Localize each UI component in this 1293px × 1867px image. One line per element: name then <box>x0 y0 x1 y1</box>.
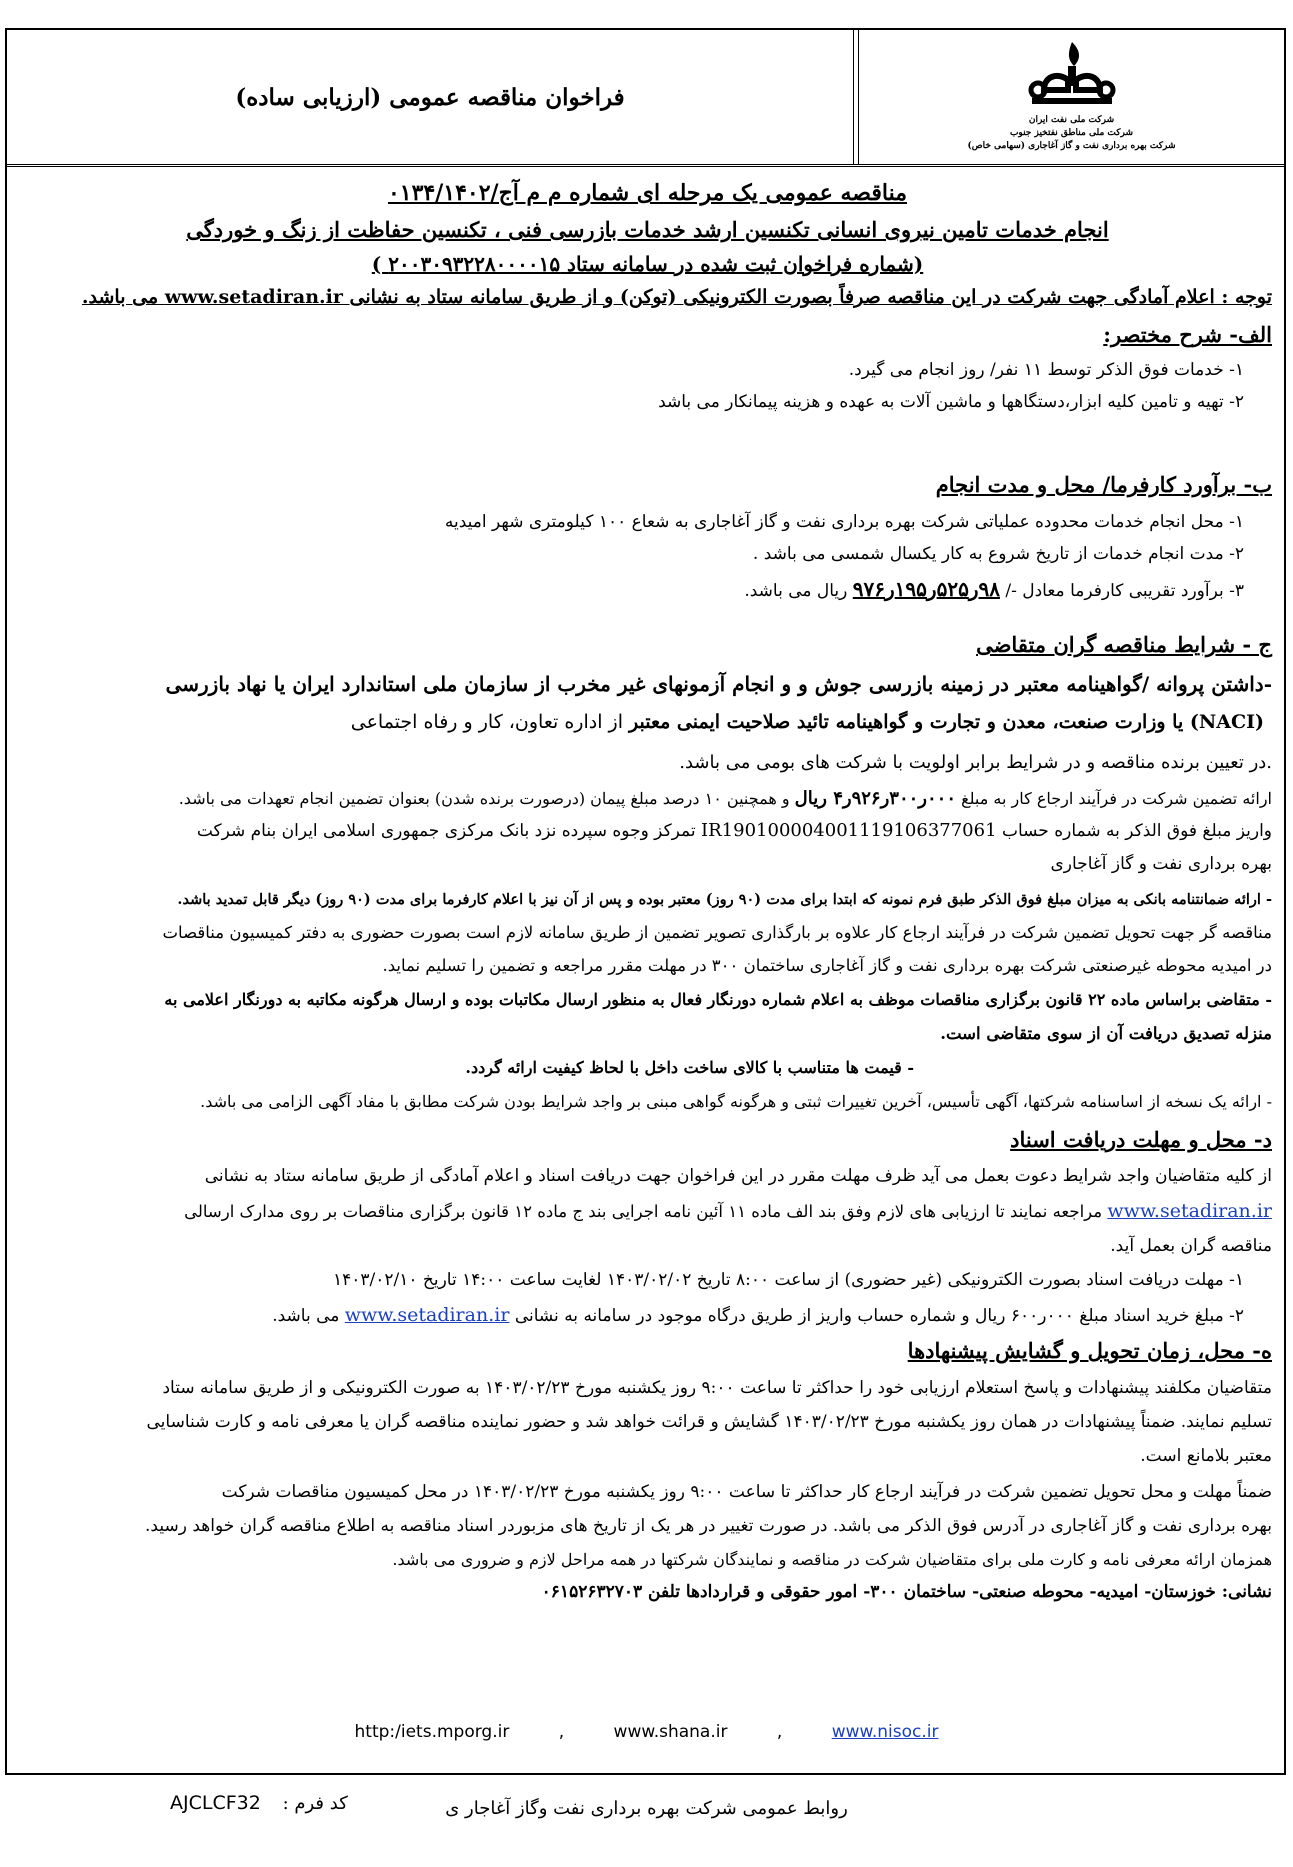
section-e-text-4: ضمناً مهلت و محل تحویل تضمین شرکت در فرآیند ارجاع کار حداکثر تا ساعت ۹:۰۰ روز یکشنبه مورخ ۱۴۰۳/۰۲/۲۳ در محل کمیسیون مناقصات شرکت <box>221 1482 1272 1502</box>
notice-title: فراخوان مناقصه عمومی (ارزیابی ساده) <box>235 83 625 111</box>
section-b-item-2: ۲- مدت انجام خدمات از تاریخ شروع به کار یکسال شمسی می باشد . <box>752 544 1244 564</box>
section-d-text-1: از کلیه متقاضیان واجد شرایط دعوت بعمل می آید ظرف مهلت مقرر در این فراخوان جهت دریافت اسناد و اعلام آمادگی از طریق سامانه ستاد به نشانی <box>204 1166 1272 1186</box>
license-bodies: (NACI) یا وزارت صنعت، معدن و تجارت و گواهینامه تائید صلاحیت ایمنی معتبر <box>629 711 1264 733</box>
bank-guarantee: - ارائه ضمانتنامه بانکی به میزان مبلغ فوق الذکر طبق فرم نمونه که ابتدا برای مدت (۹۰ روز) معتبر بوده و پس از آن نیز با اعلام کارفرما برای مدت (۹۰ روز) دیگر قابل تمدید باشد. <box>177 891 1272 908</box>
account-line <box>197 820 1272 841</box>
section-e-text-6: همزمان ارائه معرفی نامه و کارت ملی برای متقاضیان شرکت در مناقصه و نمایندگان شرکتها در همه مراحل لازم و ضروری می باشد. <box>392 1550 1272 1569</box>
form-code <box>170 1792 348 1814</box>
logo-line-1: شرکت ملی نفت ایران <box>1028 115 1115 125</box>
section-b-item-1: ۱- محل انجام خدمات محدوده عملیاتی شرکت بهره برداری نفت و گاز آغاجاری به شعاع ۱۰۰ کیلومتری شهر امیدیه <box>444 512 1244 532</box>
account-bank: تمرکز وجوه سپرده نزد بانک مرکزی جمهوری اسلامی ایران بنام شرکت <box>196 821 696 841</box>
section-a-item-1: ۱- خدمات فوق الذکر توسط ۱۱ نفر/ روز انجام می گیرد. <box>848 360 1244 380</box>
account-owner: بهره برداری نفت و گاز آغاجاری <box>1050 854 1272 874</box>
notice-line <box>82 286 1272 308</box>
fax-requirement-2: منزله تصدیق دریافت آن از سوی متقاضی است. <box>940 1024 1272 1043</box>
section-d-item-2 <box>272 1304 1244 1326</box>
estimate-currency: ریال می باشد. <box>744 581 848 601</box>
form-code-label: کد فرم : <box>282 1793 348 1814</box>
company-documents: - ارائه یک نسخه از اساسنامه شرکتها، آگهی تأسیس، آخرین تغییرات ثبتی و هرگونه گواهی مبنی بر واجد شرایط بودن شرکت مطابق با مفاد آگهی الزامی می باشد. <box>200 1092 1272 1111</box>
iets-link[interactable]: http:/iets.mporg.ir <box>354 1722 510 1742</box>
shana-link[interactable]: www.shana.ir <box>613 1722 728 1742</box>
logo-line-2: شرکت ملی مناطق نفتخیز جنوب <box>1009 128 1134 138</box>
section-e-text-1: متقاضیان مکلفند پیشنهادات و پاسخ استعلام ارزیابی خود را حداکثر تا ساعت ۹:۰۰ روز یکشنبه مورخ ۱۴۰۳/۰۲/۲۳ به صورت الکترونیکی و از طریق سامانه ستاد <box>162 1378 1272 1398</box>
section-d-title: د- محل و مهلت دریافت اسناد <box>1010 1127 1272 1152</box>
estimate-amount: ۹۸ر۵۲۵ر۱۹۵ر۹۷۶ <box>852 577 1000 601</box>
local-priority: .در تعیین برنده مناقصه و در شرایط برابر اولویت با شرکت های بومی می باشد. <box>679 752 1272 773</box>
guarantee-delivery-1: مناقصه گر جهت تحویل تضمین شرکت در فرآیند ارجاع کار علاوه بر بارگذاری تصویر تضمین از طریق سامانه لازم است بصورت حضوری به دفتر کمیسیون مناقصات <box>162 923 1272 942</box>
footer-separator-1: , <box>558 1722 565 1742</box>
guarantee-amount: ۰۰۰ر۳۰۰ر۹۲۶ر۴ ریال <box>794 788 957 809</box>
guarantee-label: ارائه تضمین شرکت در فرآیند ارجاع کار به مبلغ <box>961 789 1272 808</box>
notice-text-a: توجه : اعلام آمادگی جهت شرکت در این مناقصه صرفاً بصورت الکترونیکی (توکن) و از طریق سامانه ستاد به نشانی <box>349 286 1272 308</box>
section-a-item-2: ۲- تهیه و تامین کلیه ابزار،دستگاهها و ماشین آلات به عهده و هزینه پیمانکار می باشد <box>658 392 1244 412</box>
registration-number: (شماره فراخوان ثبت شده در سامانه ستاد ۲۰۰۳۰۹۳۲۲۸۰۰۰۰۱۵ ) <box>371 252 924 276</box>
logo-line-3: شرکت بهره برداری نفت و گاز آغاجاری (سهامی خاص) <box>967 141 1176 151</box>
section-e-text-3: معتبر بلامانع است. <box>1140 1446 1272 1466</box>
tender-subject: انجام خدمات تامین نیروی انسانی تکنسین ارشد خدمات بازرسی فنی ، تکنسین حفاظت از زنگ و خوردگی <box>186 217 1109 242</box>
notice-text-b: می باشد. <box>81 286 159 308</box>
section-b-title: ب- برآورد کارفرما/ محل و مدت انجام <box>935 472 1272 497</box>
footer-separator-2: , <box>776 1722 783 1742</box>
header <box>7 30 1284 167</box>
contact-address: نشانی: خوزستان- امیدیه- محوطه صنعتی- ساختمان ۳۰۰- امور حقوقی و قراردادها تلفن ۰۶۱۵۲۶۳۲۷۰۳ <box>541 1582 1272 1602</box>
document-fee-end: می باشد. <box>272 1306 340 1326</box>
form-code-value: AJCLCF32 <box>170 1792 261 1814</box>
domestic-goods: - قیمت ها متناسب با کالای ساخت داخل با لحاظ کیفیت ارائه گردد. <box>465 1058 914 1077</box>
section-b-item-3 <box>744 577 1244 601</box>
license-authority: از اداره تعاون، کار و رفاه اجتماعی <box>350 711 623 733</box>
guarantee-delivery-2: در امیدیه محوطه غیرصنعتی شرکت بهره برداری نفت و گاز آغاجاری ساختمان ۳۰۰ در مهلت مقرر مراجعه و تضمین را تسلیم نماید. <box>382 956 1272 975</box>
section-a-title: الف- شرح مختصر: <box>1103 322 1272 347</box>
account-label: واریز مبلغ فوق الذکر به شماره حساب <box>1001 821 1272 841</box>
notice-frame <box>5 28 1286 1775</box>
section-d-text-2 <box>184 1200 1272 1222</box>
tender-number: مناقصه عمومی یک مرحله ای شماره م م آج/۰۱۳۴/۱۴۰۲ <box>387 180 908 206</box>
section-c-title: ج - شرایط مناقصه گران متقاضی <box>976 632 1272 657</box>
public-relations: روابط عمومی شرکت بهره برداری نفت وگاز آغاجار ی <box>445 1798 848 1819</box>
footer-links <box>0 1722 1293 1742</box>
section-e-text-2: تسلیم نمایند. ضمناً پیشنهادات در همان روز یکشنبه مورخ ۱۴۰۳/۰۲/۲۳ گشایش و قرائت خواهد شد و حضور نماینده مناقصه گران یا معرفی نامه و کارت شناسایی <box>146 1412 1272 1432</box>
section-d-text-2-rest: مراجعه نمایند تا ارزیابی های لازم وفق بند الف ماده ۱۱ آئین نامه اجرایی بند ج ماده ۱۲ قانون برگزاری مناقصات بر روی مدارک ارسالی <box>184 1202 1103 1221</box>
setad-link-2[interactable]: www.setadiran.ir <box>344 1304 510 1326</box>
section-d-item-1: ۱- مهلت دریافت اسناد بصورت الکترونیکی (غیر حضوری) از ساعت ۸:۰۰ تاریخ ۱۴۰۳/۰۲/۰۲ لغایت ساعت ۱۴:۰۰ تاریخ ۱۴۰۳/۰۲/۱۰ <box>332 1270 1244 1290</box>
guarantee-amount-line <box>179 788 1272 809</box>
estimate-label: ۳- برآورد تقریبی کارفرما معادل -/ <box>1005 581 1244 601</box>
account-iban: IR190100004001119106377061 <box>701 820 997 841</box>
company-logo <box>857 30 1286 164</box>
flame-logo-icon <box>1024 38 1120 110</box>
section-e-text-5: بهره برداری نفت و گاز آغاجاری در آدرس فوق الذکر می باشد. در صورت تغییر در هر یک از تاریخ های مزبوردر اسناد مناقصه به اطلاع مناقصه گران خواهد رسید. <box>145 1516 1272 1536</box>
license-requirement-2 <box>351 711 1264 733</box>
notice-url: www.setadiran.ir <box>164 286 343 308</box>
setad-link-1[interactable]: www.setadiran.ir <box>1107 1200 1272 1222</box>
nisoc-link[interactable]: www.nisoc.ir <box>831 1722 939 1742</box>
section-e-title: ه- محل، زمان تحویل و گشایش پیشنهادها <box>907 1338 1272 1363</box>
fax-requirement-1: - متقاضی براساس ماده ۲۲ قانون برگزاری مناقصات موظف به اعلام شماره دورنگار فعال به منظور ارسال مکاتبات بوده و ارسال هرگونه مکاتبه به دورنگار اعلامی به <box>164 990 1272 1009</box>
guarantee-note: و همچنین ۱۰ درصد مبلغ پیمان (درصورت برنده شدن) بعنوان تضمین انجام تعهدات می باشد. <box>178 789 790 808</box>
document-fee: ۲- مبلغ خرید اسناد مبلغ ۰۰۰ر۶۰۰ ریال و شماره حساب واریز از طریق درگاه موجود در سامانه به نشانی <box>514 1306 1244 1326</box>
license-requirement: -داشتن پروانه /گواهینامه معتبر در زمینه بازرسی جوش و و انجام آزمونهای غیر مخرب از سازمان ملی استاندارد ایران یا نهاد بازرسی <box>165 672 1272 696</box>
section-d-text-3: مناقصه گران بعمل آید. <box>1110 1236 1272 1256</box>
